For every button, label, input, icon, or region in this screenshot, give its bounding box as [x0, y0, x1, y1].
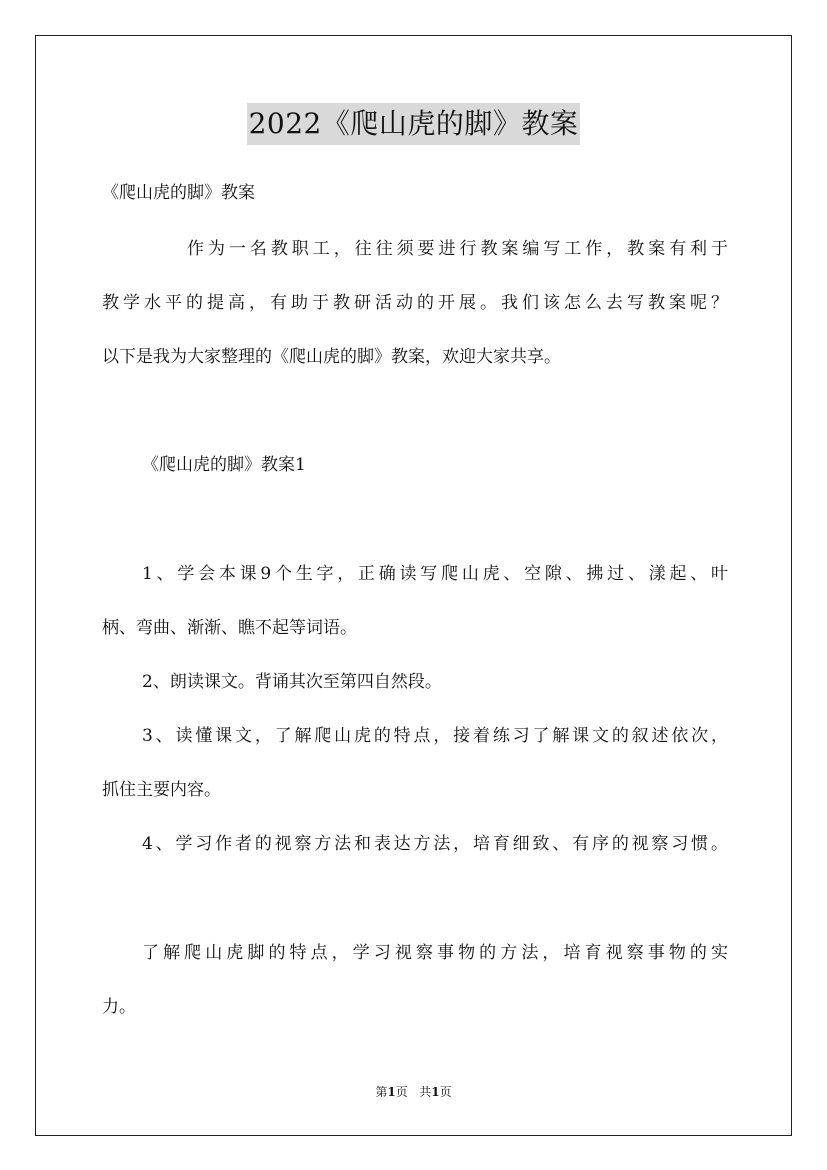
page-label-suffix: 页 — [395, 1085, 408, 1099]
objective-line-4: 3、读懂课文，了解爬山虎的特点，接着练习了解课文的叙述依次， — [142, 726, 728, 746]
objective-line-1: 1、学会本课9个生字，正确读写爬山虎、空隙、拂过、漾起、叶 — [142, 564, 728, 584]
objective-line-3: 2、朗读课文。背诵其次至第四自然段。 — [142, 672, 442, 692]
document-subtitle: 《爬山虎的脚》教案 — [102, 183, 255, 203]
page-number: 1 — [387, 1085, 396, 1099]
total-label-prefix: 共 — [419, 1085, 432, 1099]
objective-line-2: 柄、弯曲、渐渐、瞧不起等词语。 — [102, 618, 357, 638]
intro-line-3: 以下是我为大家整理的《爬山虎的脚》教案，欢迎大家共享。 — [102, 347, 561, 367]
page-label-prefix: 第 — [375, 1085, 388, 1099]
focus-line-2: 力。 — [102, 997, 136, 1017]
focus-line-1: 了解爬山虎脚的特点，学习视察事物的方法，培育视察事物的实 — [142, 943, 728, 963]
total-label-suffix: 页 — [439, 1085, 452, 1099]
intro-line-1: 作为一名教职工，往往须要进行教案编写工作，教案有利于 — [187, 239, 728, 259]
document-title: 2022《爬山虎的脚》教案 — [247, 103, 581, 145]
intro-line-2: 教学水平的提高，有助于教研活动的开展。我们该怎么去写教案呢？ — [102, 293, 728, 313]
objective-line-5: 抓住主要内容。 — [102, 780, 221, 800]
page-footer — [0, 1084, 827, 1100]
total-pages: 1 — [431, 1085, 440, 1099]
objective-line-6: 4、学习作者的视察方法和表达方法，培育细致、有序的视察习惯。 — [142, 834, 728, 854]
title-container — [0, 103, 827, 145]
section-heading: 《爬山虎的脚》教案1 — [142, 455, 306, 475]
